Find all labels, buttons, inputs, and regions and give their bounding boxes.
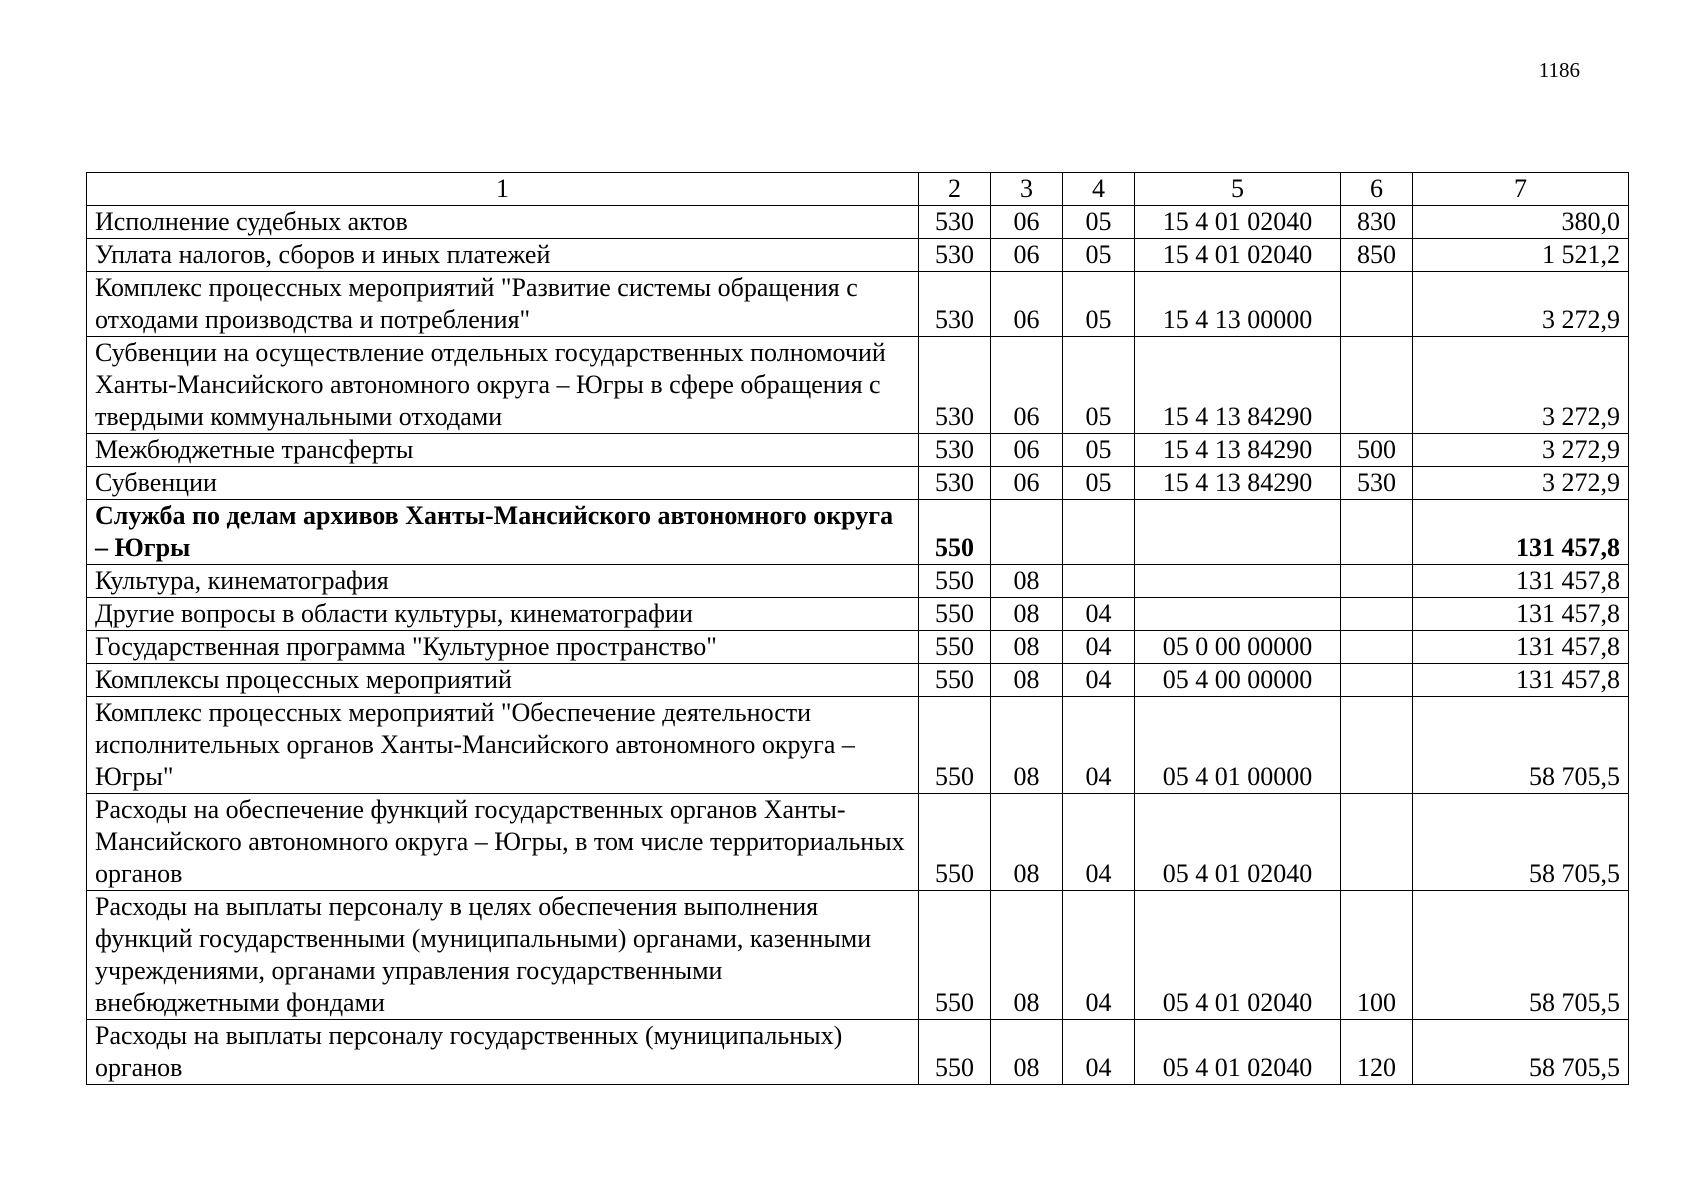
row-subsection-cell: 05 (1063, 337, 1135, 434)
row-subsection-cell: 05 (1063, 467, 1135, 500)
row-ministry-code-cell: 550 (919, 631, 991, 664)
row-amount-cell: 58 705,5 (1413, 891, 1629, 1020)
row-target-article-cell (1135, 598, 1341, 631)
row-expense-type-cell (1341, 337, 1413, 434)
row-amount-cell: 3 272,9 (1413, 337, 1629, 434)
table-row (87, 565, 1629, 598)
table-row (87, 1020, 1629, 1085)
row-amount-cell: 131 457,8 (1413, 565, 1629, 598)
header-cell-7: 7 (1413, 173, 1629, 206)
row-name-cell: Комплексы процессных мероприятий (87, 664, 919, 697)
row-name-cell: Расходы на выплаты персоналу в целях обеспечения выполнения функций государственными (муниципальными) органами, казенными учреждениями, органами управления государственными внебюджетными фондами (87, 891, 919, 1020)
table-row (87, 239, 1629, 272)
budget-table (86, 172, 1629, 1085)
row-name-cell: Расходы на обеспечение функций государственных органов Ханты-Мансийского автономного округа – Югры, в том числе территориальных органов (87, 794, 919, 891)
row-section-cell: 06 (991, 239, 1063, 272)
row-subsection-cell (1063, 565, 1135, 598)
header-cell-5: 5 (1135, 173, 1341, 206)
row-ministry-code-cell: 530 (919, 467, 991, 500)
row-ministry-code-cell: 550 (919, 1020, 991, 1085)
row-section-cell: 06 (991, 337, 1063, 434)
row-ministry-code-cell: 530 (919, 337, 991, 434)
row-section-cell: 08 (991, 664, 1063, 697)
header-cell-1: 1 (87, 173, 919, 206)
table-row (87, 467, 1629, 500)
row-ministry-code-cell: 550 (919, 565, 991, 598)
row-target-article-cell (1135, 500, 1341, 565)
row-amount-cell: 3 272,9 (1413, 467, 1629, 500)
row-amount-cell: 3 272,9 (1413, 272, 1629, 337)
row-target-article-cell: 05 0 00 00000 (1135, 631, 1341, 664)
row-expense-type-cell: 850 (1341, 239, 1413, 272)
row-subsection-cell: 05 (1063, 272, 1135, 337)
row-expense-type-cell: 120 (1341, 1020, 1413, 1085)
row-amount-cell: 58 705,5 (1413, 1020, 1629, 1085)
row-expense-type-cell: 530 (1341, 467, 1413, 500)
row-subsection-cell: 04 (1063, 1020, 1135, 1085)
row-section-cell: 06 (991, 206, 1063, 239)
row-ministry-code-cell: 550 (919, 891, 991, 1020)
row-target-article-cell: 05 4 01 00000 (1135, 697, 1341, 794)
row-name-cell: Комплекс процессных мероприятий "Развитие системы обращения с отходами производства и потребления" (87, 272, 919, 337)
row-expense-type-cell (1341, 631, 1413, 664)
row-amount-cell: 3 272,9 (1413, 434, 1629, 467)
row-amount-cell: 131 457,8 (1413, 664, 1629, 697)
row-amount-cell: 131 457,8 (1413, 500, 1629, 565)
table-row (87, 794, 1629, 891)
row-target-article-cell: 05 4 01 02040 (1135, 794, 1341, 891)
row-target-article-cell: 15 4 01 02040 (1135, 239, 1341, 272)
row-expense-type-cell (1341, 565, 1413, 598)
row-name-cell: Субвенции (87, 467, 919, 500)
row-target-article-cell: 15 4 13 84290 (1135, 337, 1341, 434)
row-name-cell: Субвенции на осуществление отдельных государственных полномочий Ханты-Мансийского автономного округа – Югры в сфере обращения с твердыми коммунальными отходами (87, 337, 919, 434)
row-subsection-cell: 04 (1063, 794, 1135, 891)
header-cell-3: 3 (991, 173, 1063, 206)
row-subsection-cell: 04 (1063, 697, 1135, 794)
row-section-cell: 08 (991, 565, 1063, 598)
row-section-cell: 06 (991, 272, 1063, 337)
row-target-article-cell: 05 4 01 02040 (1135, 1020, 1341, 1085)
row-target-article-cell: 15 4 13 00000 (1135, 272, 1341, 337)
row-expense-type-cell (1341, 500, 1413, 565)
table-row (87, 631, 1629, 664)
row-amount-cell: 131 457,8 (1413, 598, 1629, 631)
row-ministry-code-cell: 530 (919, 206, 991, 239)
row-name-cell: Комплекс процессных мероприятий "Обеспечение деятельности исполнительных органов Ханты-Мансийского автономного округа – Югры" (87, 697, 919, 794)
row-name-cell: Межбюджетные трансферты (87, 434, 919, 467)
table-row (87, 434, 1629, 467)
table-row (87, 272, 1629, 337)
row-name-cell: Служба по делам архивов Ханты-Мансийского автономного округа – Югры (87, 500, 919, 565)
row-expense-type-cell (1341, 598, 1413, 631)
row-section-cell: 08 (991, 631, 1063, 664)
table-row (87, 337, 1629, 434)
row-name-cell: Другие вопросы в области культуры, кинематографии (87, 598, 919, 631)
row-subsection-cell: 04 (1063, 664, 1135, 697)
row-ministry-code-cell: 550 (919, 697, 991, 794)
row-target-article-cell: 15 4 13 84290 (1135, 434, 1341, 467)
row-expense-type-cell: 830 (1341, 206, 1413, 239)
row-expense-type-cell (1341, 794, 1413, 891)
row-expense-type-cell: 500 (1341, 434, 1413, 467)
row-section-cell: 06 (991, 434, 1063, 467)
table-row (87, 206, 1629, 239)
row-amount-cell: 58 705,5 (1413, 794, 1629, 891)
row-subsection-cell: 04 (1063, 631, 1135, 664)
row-ministry-code-cell: 550 (919, 598, 991, 631)
row-subsection-cell: 05 (1063, 239, 1135, 272)
row-expense-type-cell (1341, 697, 1413, 794)
row-amount-cell: 380,0 (1413, 206, 1629, 239)
table-row (87, 891, 1629, 1020)
row-name-cell: Уплата налогов, сборов и иных платежей (87, 239, 919, 272)
row-amount-cell: 1 521,2 (1413, 239, 1629, 272)
row-name-cell: Расходы на выплаты персоналу государственных (муниципальных) органов (87, 1020, 919, 1085)
page-number: 1186 (1538, 58, 1580, 82)
row-section-cell: 08 (991, 697, 1063, 794)
row-section-cell: 06 (991, 467, 1063, 500)
row-ministry-code-cell: 550 (919, 500, 991, 565)
row-subsection-cell: 05 (1063, 434, 1135, 467)
row-amount-cell: 58 705,5 (1413, 697, 1629, 794)
table-row (87, 697, 1629, 794)
row-ministry-code-cell: 530 (919, 434, 991, 467)
header-cell-6: 6 (1341, 173, 1413, 206)
header-cell-4: 4 (1063, 173, 1135, 206)
row-ministry-code-cell: 530 (919, 239, 991, 272)
row-expense-type-cell: 100 (1341, 891, 1413, 1020)
row-section-cell: 08 (991, 794, 1063, 891)
row-subsection-cell (1063, 500, 1135, 565)
row-section-cell: 08 (991, 598, 1063, 631)
row-target-article-cell: 15 4 01 02040 (1135, 206, 1341, 239)
row-target-article-cell: 05 4 00 00000 (1135, 664, 1341, 697)
row-ministry-code-cell: 530 (919, 272, 991, 337)
row-name-cell: Культура, кинематография (87, 565, 919, 598)
row-subsection-cell: 05 (1063, 206, 1135, 239)
row-target-article-cell (1135, 565, 1341, 598)
table-row (87, 598, 1629, 631)
row-name-cell: Исполнение судебных актов (87, 206, 919, 239)
row-expense-type-cell (1341, 664, 1413, 697)
row-section-cell: 08 (991, 1020, 1063, 1085)
row-expense-type-cell (1341, 272, 1413, 337)
row-name-cell: Государственная программа "Культурное пространство" (87, 631, 919, 664)
row-subsection-cell: 04 (1063, 891, 1135, 1020)
row-section-cell: 08 (991, 891, 1063, 1020)
row-target-article-cell: 15 4 13 84290 (1135, 467, 1341, 500)
header-cell-2: 2 (919, 173, 991, 206)
row-ministry-code-cell: 550 (919, 794, 991, 891)
row-subsection-cell: 04 (1063, 598, 1135, 631)
table-row (87, 500, 1629, 565)
row-amount-cell: 131 457,8 (1413, 631, 1629, 664)
table-row (87, 664, 1629, 697)
row-target-article-cell: 05 4 01 02040 (1135, 891, 1341, 1020)
column-number-header-row (87, 173, 1629, 206)
row-section-cell (991, 500, 1063, 565)
row-ministry-code-cell: 550 (919, 664, 991, 697)
